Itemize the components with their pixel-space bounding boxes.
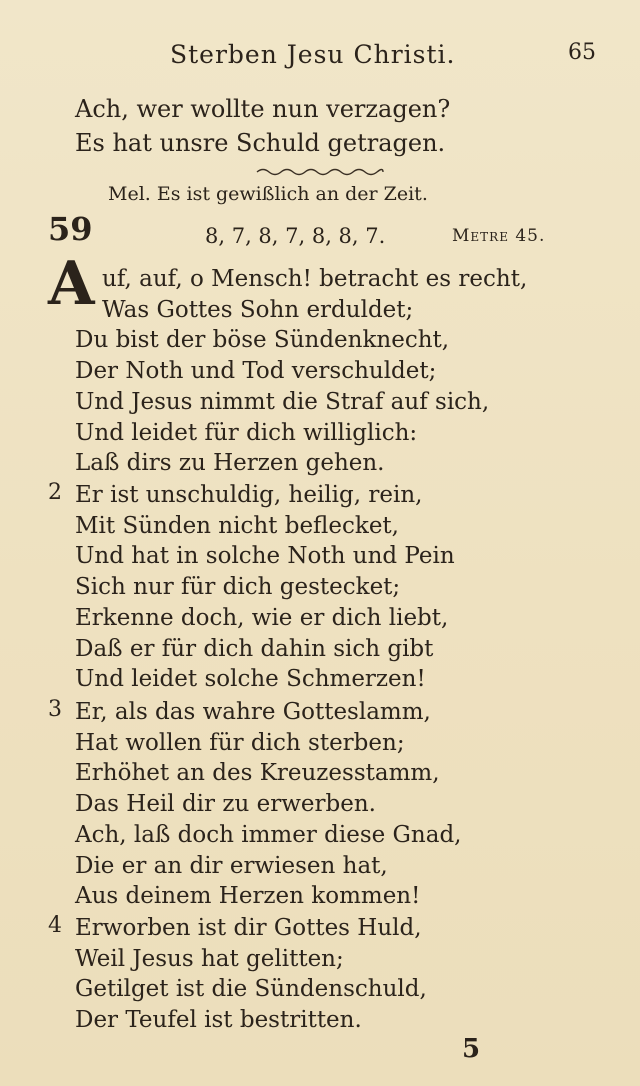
verse-line: Das Heil dir zu erwerben. <box>75 791 376 818</box>
verse-line: Hat wollen für dich sterben; <box>75 729 405 756</box>
verse-line: Sich nur für dich gestecket; <box>75 574 401 601</box>
stanza-3 <box>75 697 605 912</box>
stanza-number: 4 <box>48 913 62 938</box>
stanza-number: 2 <box>48 480 62 505</box>
verse-line: Erworben ist dir Gottes Huld, <box>75 915 422 941</box>
hymn-number: 59 <box>48 210 93 248</box>
verse-line: Aus deinem Herzen kommen! <box>75 883 421 910</box>
page-number: 65 <box>568 40 596 65</box>
ornamental-divider <box>255 165 385 179</box>
verse-line: Daß er für dich dahin sich gibt <box>75 635 434 662</box>
verse-line: Der Noth und Tod verschuldet; <box>75 358 437 385</box>
verse-line: Die er an dir erwiesen hat, <box>75 852 388 879</box>
metre-label: Metre 45. <box>452 226 546 246</box>
running-header-title: Sterben Jesu Christi. <box>170 40 456 69</box>
melody-note: Mel. Es ist gewißlich an der Zeit. <box>108 183 428 205</box>
stanza-2 <box>75 480 605 695</box>
verse-line: Ach, laß doch immer diese Gnad, <box>75 821 462 848</box>
verse-line: Er, als das wahre Gotteslamm, <box>75 699 431 725</box>
verse-line: Und Jesus nimmt die Straf auf sich, <box>75 388 490 415</box>
verse-line: Und leidet für dich williglich: <box>75 419 418 446</box>
stanza-1 <box>75 264 605 479</box>
stanza-number: 3 <box>48 697 62 722</box>
verse-line: Der Teufel ist bestritten. <box>75 1007 362 1034</box>
previous-hymn-ending <box>75 92 595 160</box>
verse-line: Er ist unschuldig, heilig, rein, <box>75 482 423 508</box>
verse-line: Was Gottes Sohn erduldet; <box>102 296 414 323</box>
verse-line: Laß dirs zu Herzen gehen. <box>75 450 385 477</box>
verse-line: Es hat unsre Schuld getragen. <box>75 129 446 157</box>
verse-line: Ach, wer wollte nun verzagen? <box>75 95 451 123</box>
verse-line: Weil Jesus hat gelitten; <box>75 945 344 972</box>
signature-mark: 5 <box>462 1034 481 1064</box>
verse-line: Erkenne doch, wie er dich liebt, <box>75 604 449 631</box>
verse-line: Mit Sünden nicht beflecket, <box>75 512 399 539</box>
verse-line: uf, auf, o Mensch! betracht es recht, <box>102 266 528 292</box>
verse-line: Du bist der böse Sündenknecht, <box>75 327 450 354</box>
verse-line: Erhöhet an des Kreuzesstamm, <box>75 760 440 787</box>
stanza-4 <box>75 913 605 1036</box>
verse-line: Getilget ist die Sündenschuld, <box>75 976 427 1003</box>
verse-line: Und hat in solche Noth und Pein <box>75 543 455 570</box>
verse-line: Und leidet solche Schmerzen! <box>75 666 426 693</box>
meter-numbers: 8, 7, 8, 7, 8, 8, 7. <box>205 224 386 248</box>
drop-cap-initial: A <box>48 249 95 319</box>
